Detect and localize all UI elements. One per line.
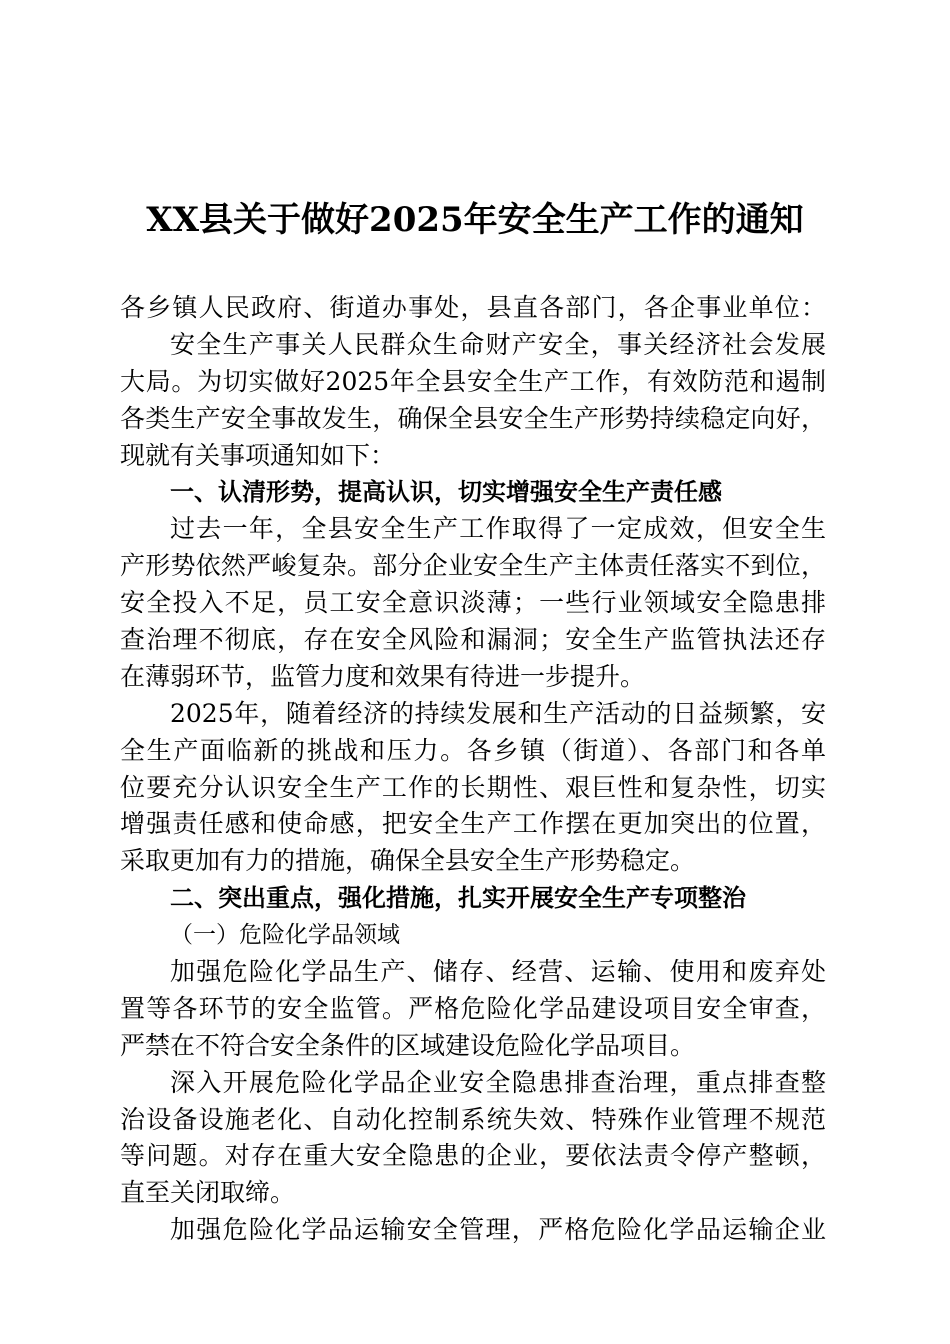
body-text-line: 查治理不彻底，存在安全风险和漏洞；安全生产监管执法还存 bbox=[120, 625, 826, 655]
body-text-line: 安全投入不足，员工安全意识淡薄；一些行业领域安全隐患排 bbox=[120, 588, 826, 618]
body-text-line: 2025年，随着经济的持续发展和生产活动的日益频繁，安 bbox=[170, 698, 826, 728]
body-text-line: 各类生产安全事故发生，确保全县安全生产形势持续稳定向好， bbox=[120, 403, 826, 433]
body-text-line: 加强危险化学品生产、储存、经营、运输、使用和废弃处 bbox=[170, 957, 826, 987]
section-heading-1: 一、认清形势，提高认识，切实增强安全生产责任感 bbox=[170, 478, 722, 507]
document-title: XX县关于做好2025年安全生产工作的通知 bbox=[146, 200, 804, 240]
section-heading-2: 二、突出重点，强化措施，扎实开展安全生产专项整治 bbox=[170, 884, 746, 913]
body-text-line: 严禁在不符合安全条件的区域建设危险化学品项目。 bbox=[120, 1030, 696, 1060]
body-text-line: 治设备设施老化、自动化控制系统失效、特殊作业管理不规范 bbox=[120, 1104, 826, 1134]
body-text-line: 置等各环节的安全监管。严格危险化学品建设项目安全审查， bbox=[120, 993, 826, 1023]
body-text-line: 等问题。对存在重大安全隐患的企业，要依法责令停产整顿， bbox=[120, 1141, 826, 1171]
body-text-line: 位要充分认识安全生产工作的长期性、艰巨性和复杂性，切实 bbox=[120, 772, 826, 802]
body-text-line: 现就有关事项通知如下： bbox=[120, 440, 396, 470]
body-text-line: 深入开展危险化学品企业安全隐患排查治理，重点排查整 bbox=[170, 1067, 826, 1097]
body-text-line: 安全生产事关人民群众生命财产安全，事关经济社会发展 bbox=[170, 329, 826, 359]
body-text-line: 采取更加有力的措施，确保全县安全生产形势稳定。 bbox=[120, 846, 696, 876]
document-body bbox=[120, 290, 826, 1249]
body-text-line: 大局。为切实做好2025年全县安全生产工作，有效防范和遏制 bbox=[120, 366, 826, 396]
body-text-line: 产形势依然严峻复杂。部分企业安全生产主体责任落实不到位， bbox=[120, 551, 826, 581]
body-text-line: 过去一年，全县安全生产工作取得了一定成效，但安全生 bbox=[170, 514, 826, 544]
body-text-line: 增强责任感和使命感，把安全生产工作摆在更加突出的位置， bbox=[120, 809, 826, 839]
salutation-line: 各乡镇人民政府、街道办事处，县直各部门，各企事业单位： bbox=[120, 293, 826, 322]
body-text-line: 在薄弱环节，监管力度和效果有待进一步提升。 bbox=[120, 661, 646, 691]
body-text-line: 全生产面临新的挑战和压力。各乡镇（街道）、各部门和各单 bbox=[120, 735, 826, 765]
subsection-heading-1: （一）危险化学品领域 bbox=[170, 922, 400, 949]
body-text-line: 加强危险化学品运输安全管理，严格危险化学品运输企业 bbox=[170, 1215, 826, 1245]
body-text-line: 直至关闭取缔。 bbox=[120, 1178, 296, 1208]
